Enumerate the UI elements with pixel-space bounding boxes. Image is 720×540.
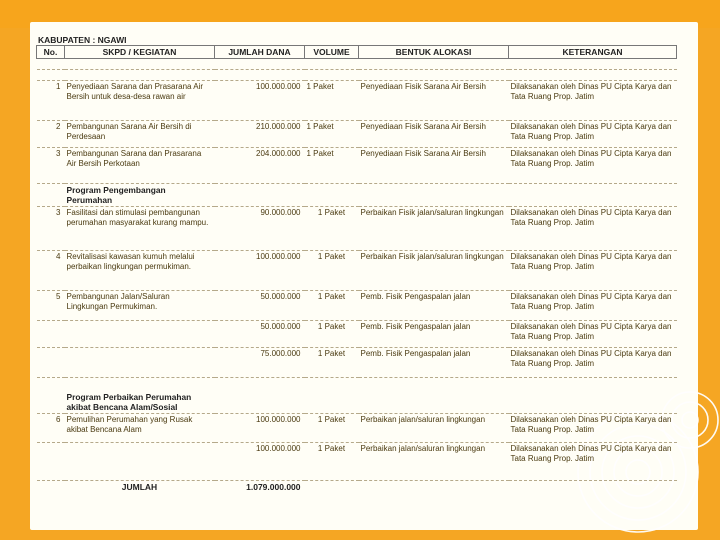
program-row	[37, 184, 677, 207]
table-row	[37, 251, 677, 291]
cell-dana: 100.000.000	[215, 251, 305, 291]
cell-kegiatan: Penyediaan Sarana dan Prasarana Air Bersih untuk desa-desa rawan air	[65, 81, 215, 121]
cell-volume: 1 Paket	[305, 251, 359, 291]
header-volume: VOLUME	[305, 46, 359, 59]
cell-dana: 100.000.000	[215, 443, 305, 481]
cell-kegiatan: Pemulihan Perumahan yang Rusak akibat Bencana Alam	[65, 414, 215, 443]
cell-no: 2	[37, 121, 65, 148]
table-row	[37, 348, 677, 378]
cell-volume: 1 Paket	[305, 348, 359, 378]
cell-volume: 1 Paket	[305, 121, 359, 148]
cell-keterangan: Dilaksanakan oleh Dinas PU Cipta Karya dan Tata Ruang Prop. Jatim	[509, 251, 677, 291]
table-row	[37, 321, 677, 348]
cell-kegiatan	[65, 443, 215, 481]
cell-volume: 1 Paket	[305, 443, 359, 481]
table-row	[37, 121, 677, 148]
header-alokasi: BENTUK ALOKASI	[359, 46, 509, 59]
cell-keterangan: Dilaksanakan oleh Dinas PU Cipta Karya dan Tata Ruang Prop. Jatim	[509, 81, 677, 121]
spacer-row	[37, 70, 677, 81]
cell-alokasi: Pemb. Fisik Pengaspalan jalan	[359, 348, 509, 378]
cell-keterangan: Dilaksanakan oleh Dinas PU Cipta Karya dan Tata Ruang Prop. Jatim	[509, 321, 677, 348]
cell-keterangan: Dilaksanakan oleh Dinas PU Cipta Karya dan Tata Ruang Prop. Jatim	[509, 148, 677, 184]
cell-no: 1	[37, 81, 65, 121]
cell-no	[37, 321, 65, 348]
total-row	[37, 481, 677, 495]
header-dana: JUMLAH DANA	[215, 46, 305, 59]
cell-dana: 100.000.000	[215, 81, 305, 121]
cell-keterangan: Dilaksanakan oleh Dinas PU Cipta Karya dan Tata Ruang Prop. Jatim	[509, 414, 677, 443]
table-row	[37, 414, 677, 443]
cell-keterangan: Dilaksanakan oleh Dinas PU Cipta Karya dan Tata Ruang Prop. Jatim	[509, 207, 677, 251]
cell-dana: 90.000.000	[215, 207, 305, 251]
header-row	[37, 46, 677, 59]
cell-volume: 1 Paket	[305, 81, 359, 121]
cell-alokasi: Pemb. Fisik Pengaspalan jalan	[359, 291, 509, 321]
program-row	[37, 378, 677, 414]
cell-dana: 75.000.000	[215, 348, 305, 378]
program-title: Program Perbaikan Perumahan akibat Bencana Alam/Sosial	[65, 378, 215, 414]
cell-kegiatan: Revitalisasi kawasan kumuh melalui perbaikan lingkungan permukiman.	[65, 251, 215, 291]
cell-keterangan: Dilaksanakan oleh Dinas PU Cipta Karya dan Tata Ruang Prop. Jatim	[509, 348, 677, 378]
cell-kegiatan	[65, 348, 215, 378]
cell-kegiatan: Pembangunan Sarana Air Bersih di Perdesaan	[65, 121, 215, 148]
cell-alokasi: Penyediaan Fisik Sarana Air Bersih	[359, 121, 509, 148]
cell-dana: 50.000.000	[215, 291, 305, 321]
total-value: 1.079.000.000	[246, 482, 301, 492]
cell-keterangan: Dilaksanakan oleh Dinas PU Cipta Karya dan Tata Ruang Prop. Jatim	[509, 443, 677, 481]
cell-volume: 1 Paket	[305, 148, 359, 184]
cell-no: 3	[37, 148, 65, 184]
table-row	[37, 81, 677, 121]
cell-kegiatan: Fasilitasi dan stimulasi pembangunan perumahan masyarakat kurang mampu.	[65, 207, 215, 251]
cell-no: 3	[37, 207, 65, 251]
allocation-table	[36, 45, 677, 495]
header-keterangan: KETERANGAN	[509, 46, 677, 59]
cell-volume: 1 Paket	[305, 207, 359, 251]
cell-alokasi: Perbaikan Fisik jalan/saluran lingkungan	[359, 251, 509, 291]
cell-dana: 210.000.000	[215, 121, 305, 148]
cell-alokasi: Perbaikan jalan/saluran lingkungan	[359, 414, 509, 443]
cell-alokasi: Perbaikan jalan/saluran lingkungan	[359, 443, 509, 481]
cell-kegiatan: Pembangunan Jalan/Saluran Lingkungan Permukiman.	[65, 291, 215, 321]
cell-keterangan: Dilaksanakan oleh Dinas PU Cipta Karya dan Tata Ruang Prop. Jatim	[509, 121, 677, 148]
total-label: JUMLAH	[121, 482, 158, 492]
table-row	[37, 207, 677, 251]
header-kegiatan: SKPD / KEGIATAN	[65, 46, 215, 59]
cell-volume: 1 Paket	[305, 321, 359, 348]
spacer-row	[37, 59, 677, 70]
cell-no: 6	[37, 414, 65, 443]
table-row	[37, 291, 677, 321]
program-title: Program Pengembangan Perumahan	[65, 184, 215, 207]
cell-kegiatan	[65, 321, 215, 348]
cell-no: 5	[37, 291, 65, 321]
cell-volume: 1 Paket	[305, 414, 359, 443]
cell-alokasi: Perbaikan Fisik jalan/saluran lingkungan	[359, 207, 509, 251]
cell-dana: 100.000.000	[215, 414, 305, 443]
cell-keterangan: Dilaksanakan oleh Dinas PU Cipta Karya dan Tata Ruang Prop. Jatim	[509, 291, 677, 321]
cell-kegiatan: Pembangunan Sarana dan Prasarana Air Bersih Perkotaan	[65, 148, 215, 184]
cell-alokasi: Penyediaan Fisik Sarana Air Bersih	[359, 148, 509, 184]
cell-dana: 50.000.000	[215, 321, 305, 348]
cell-alokasi: Penyediaan Fisik Sarana Air Bersih	[359, 81, 509, 121]
cell-no: 4	[37, 251, 65, 291]
cell-dana: 204.000.000	[215, 148, 305, 184]
cell-volume: 1 Paket	[305, 291, 359, 321]
cell-no	[37, 443, 65, 481]
cell-no	[37, 348, 65, 378]
table-row	[37, 443, 677, 481]
header-no: No.	[37, 46, 65, 59]
table-row	[37, 148, 677, 184]
region-label: KABUPATEN : NGAWI	[38, 35, 127, 45]
cell-alokasi: Pemb. Fisik Pengaspalan jalan	[359, 321, 509, 348]
